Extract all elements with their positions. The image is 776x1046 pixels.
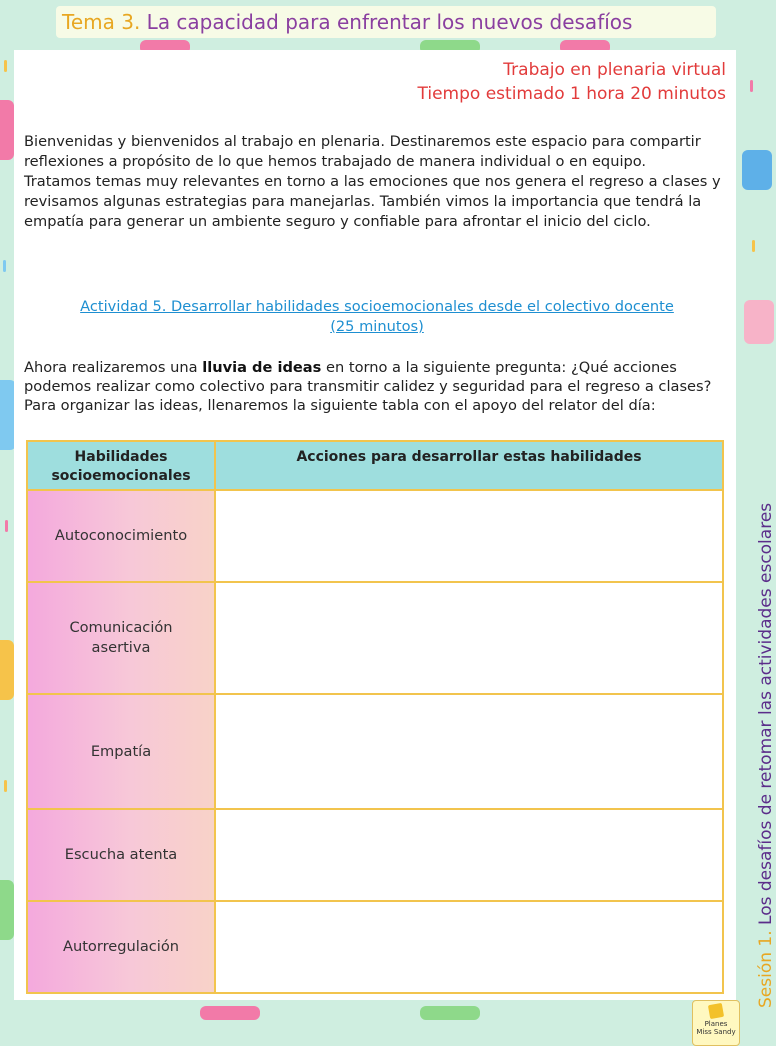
table-row (27, 582, 723, 694)
topic-title (56, 6, 716, 38)
intro-paragraph-2: Tratamos temas muy relevantes en torno a las emociones que nos genera el regreso a clases y revisamos algunas estrategias para manejarlas. También vimos la importancia que tendrá la empatía para generar un ambiente seguro y confiable para afrontar el inicio del ciclo. (24, 173, 721, 230)
session-title: Los desafíos de retomar las actividades escolares (756, 502, 776, 925)
instruction-bold: lluvia de ideas (202, 359, 322, 376)
skill-cell: Empatía (27, 694, 215, 808)
instruction-text (24, 358, 730, 415)
notebook-icon (708, 1003, 724, 1019)
pencil-decoration (200, 1006, 260, 1020)
instruction-before: Ahora realizaremos una (24, 359, 203, 376)
confetti-mark (750, 80, 753, 92)
skill-cell: Autoconocimiento (27, 490, 215, 582)
activity-title[interactable]: Actividad 5. Desarrollar habilidades socioemocionales desde el colectivo docente (80, 298, 674, 315)
pencil-decoration (0, 640, 14, 700)
action-cell[interactable] (215, 694, 723, 808)
intro-text (24, 132, 730, 232)
action-cell[interactable] (215, 901, 723, 993)
activity-duration[interactable]: (25 minutos) (330, 318, 424, 335)
skill-cell (27, 582, 215, 694)
table-header-row (27, 441, 723, 490)
table-row (27, 490, 723, 582)
table-row (27, 901, 723, 993)
action-cell[interactable] (215, 809, 723, 901)
confetti-mark (5, 520, 8, 532)
table-row (27, 809, 723, 901)
pencil-decoration (744, 300, 774, 344)
confetti-mark (752, 240, 755, 252)
brand-logo (692, 1000, 740, 1046)
instruction-after: en torno a la siguiente pregunta: ¿Qué acciones podemos realizar como colectivo para transmitir calidez y seguridad para el regreso a clases? Para organizar las ideas, llenaremos la siguiente tabla con el apoyo del relator del día: (24, 359, 712, 414)
skill-cell: Autorregulación (27, 901, 215, 993)
action-cell[interactable] (215, 490, 723, 582)
topic-number: Tema 3. (62, 10, 141, 34)
logo-line-1: Planes (704, 1020, 728, 1028)
pencil-decoration (742, 150, 772, 190)
skill-cell-label: Comunicación asertiva (69, 619, 173, 657)
session-mode: Trabajo en plenaria virtual (503, 60, 726, 80)
confetti-mark (4, 60, 7, 72)
document-page (14, 50, 736, 1036)
column-header-actions: Acciones para desarrollar estas habilidades (215, 441, 723, 490)
session-info (418, 58, 726, 106)
intro-paragraph-1: Bienvenidas y bienvenidos al trabajo en plenaria. Destinaremos este espacio para compartir reflexiones a propósito de lo que hemos trabajado de manera individual o en equipo. (24, 133, 701, 170)
skill-cell: Escucha atenta (27, 809, 215, 901)
logo-line-2: Miss Sandy (696, 1028, 736, 1036)
pencil-decoration (0, 880, 14, 940)
pencil-decoration (0, 100, 14, 160)
activity-heading[interactable] (24, 297, 730, 337)
column-header-skills: Habilidades socioemocionales (27, 441, 215, 490)
confetti-mark (4, 780, 7, 792)
session-number: Sesión 1. (756, 930, 776, 1008)
pencil-decoration (420, 1006, 480, 1020)
session-side-label (756, 428, 776, 1008)
session-time: Tiempo estimado 1 hora 20 minutos (417, 84, 726, 104)
skills-table (26, 440, 724, 994)
table-row (27, 694, 723, 808)
confetti-mark (3, 260, 6, 272)
action-cell[interactable] (215, 582, 723, 694)
topic-name: La capacidad para enfrentar los nuevos desafíos (146, 10, 633, 34)
